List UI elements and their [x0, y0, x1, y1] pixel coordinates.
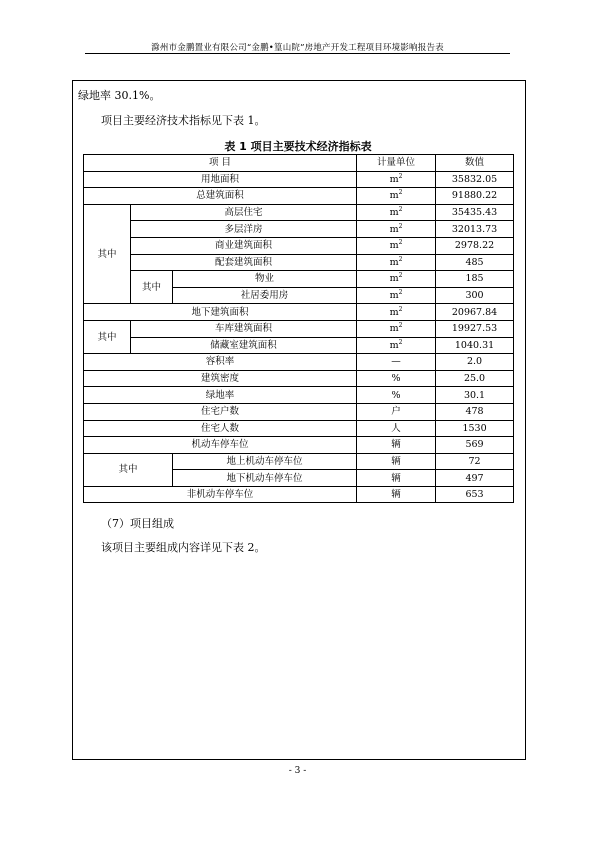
table-row: 用地面积 $m^2$ 35832.05 [84, 171, 514, 188]
header-item: 项 目 [84, 155, 357, 172]
header-unit: 计量单位 [357, 155, 436, 172]
table-row: 非机动车停车位 辆 653 [84, 486, 514, 503]
unit-cell: $m^2$ [357, 287, 436, 304]
table-row: 地下建筑面积 $m^2$ 20967.84 [84, 304, 514, 321]
table-row: 绿地率 % 30.1 [84, 387, 514, 404]
header-value: 数值 [436, 155, 514, 172]
unit-cell: $m^2$ [357, 337, 436, 354]
table-row: 其中 地上机动车停车位 辆 72 [84, 453, 514, 470]
unit-cell: $m^2$ [357, 254, 436, 271]
section-text: 该项目主要组成内容详见下表 2。 [101, 541, 266, 554]
unit-cell: $m^2$ [357, 320, 436, 337]
table-row: 地下机动车停车位 辆 497 [84, 470, 514, 487]
page-number: - 3 - [288, 766, 307, 776]
unit-cell: $m^2$ [357, 171, 436, 188]
table-row: 容积率 — 2.0 [84, 354, 514, 371]
table-row: 其中 车库建筑面积 $m^2$ 19927.53 [84, 320, 514, 337]
table-row: 社居委用房 $m^2$ 300 [84, 287, 514, 304]
unit-cell: $m^2$ [357, 271, 436, 288]
table-row: 多层洋房 $m^2$ 32013.73 [84, 221, 514, 238]
table-row: 总建筑面积 $m^2$ 91880.22 [84, 188, 514, 205]
table-row: 商业建筑面积 $m^2$ 2978.22 [84, 237, 514, 254]
table-row: 其中 高层住宅 $m^2$ 35435.43 [84, 204, 514, 221]
group-label: 其中 [131, 271, 173, 304]
group-label: 其中 [84, 320, 131, 353]
table-row: 住宅户数 户 478 [84, 403, 514, 420]
unit-cell: $m^2$ [357, 204, 436, 221]
unit-cell: $m^2$ [357, 237, 436, 254]
table-row: 建筑密度 % 25.0 [84, 370, 514, 387]
header-divider [85, 53, 510, 54]
intro-line-1: 绿地率 30.1%。 [78, 89, 161, 102]
table-row: 机动车停车位 辆 569 [84, 437, 514, 454]
intro-line-2: 项目主要经济技术指标见下表 1。 [101, 114, 266, 127]
economic-indicators-table [83, 154, 514, 503]
unit-cell: $m^2$ [357, 304, 436, 321]
table-caption: 表 1 项目主要技术经济指标表 [224, 140, 372, 153]
table-header-row [84, 155, 514, 172]
section-heading: （7）项目组成 [101, 517, 174, 530]
unit-cell: $m^2$ [357, 221, 436, 238]
group-label: 其中 [84, 453, 173, 486]
page-header: 滁州市金鹏置业有限公司“金鹏•篁山院”房地产开发工程项目环境影响报告表 [151, 43, 444, 53]
table-row: 储藏室建筑面积 $m^2$ 1040.31 [84, 337, 514, 354]
table-row: 住宅人数 人 1530 [84, 420, 514, 437]
group-label: 其中 [84, 204, 131, 304]
unit-cell: $m^2$ [357, 188, 436, 205]
table-row: 配套建筑面积 $m^2$ 485 [84, 254, 514, 271]
table-row: 其中 物业 $m^2$ 185 [84, 271, 514, 288]
